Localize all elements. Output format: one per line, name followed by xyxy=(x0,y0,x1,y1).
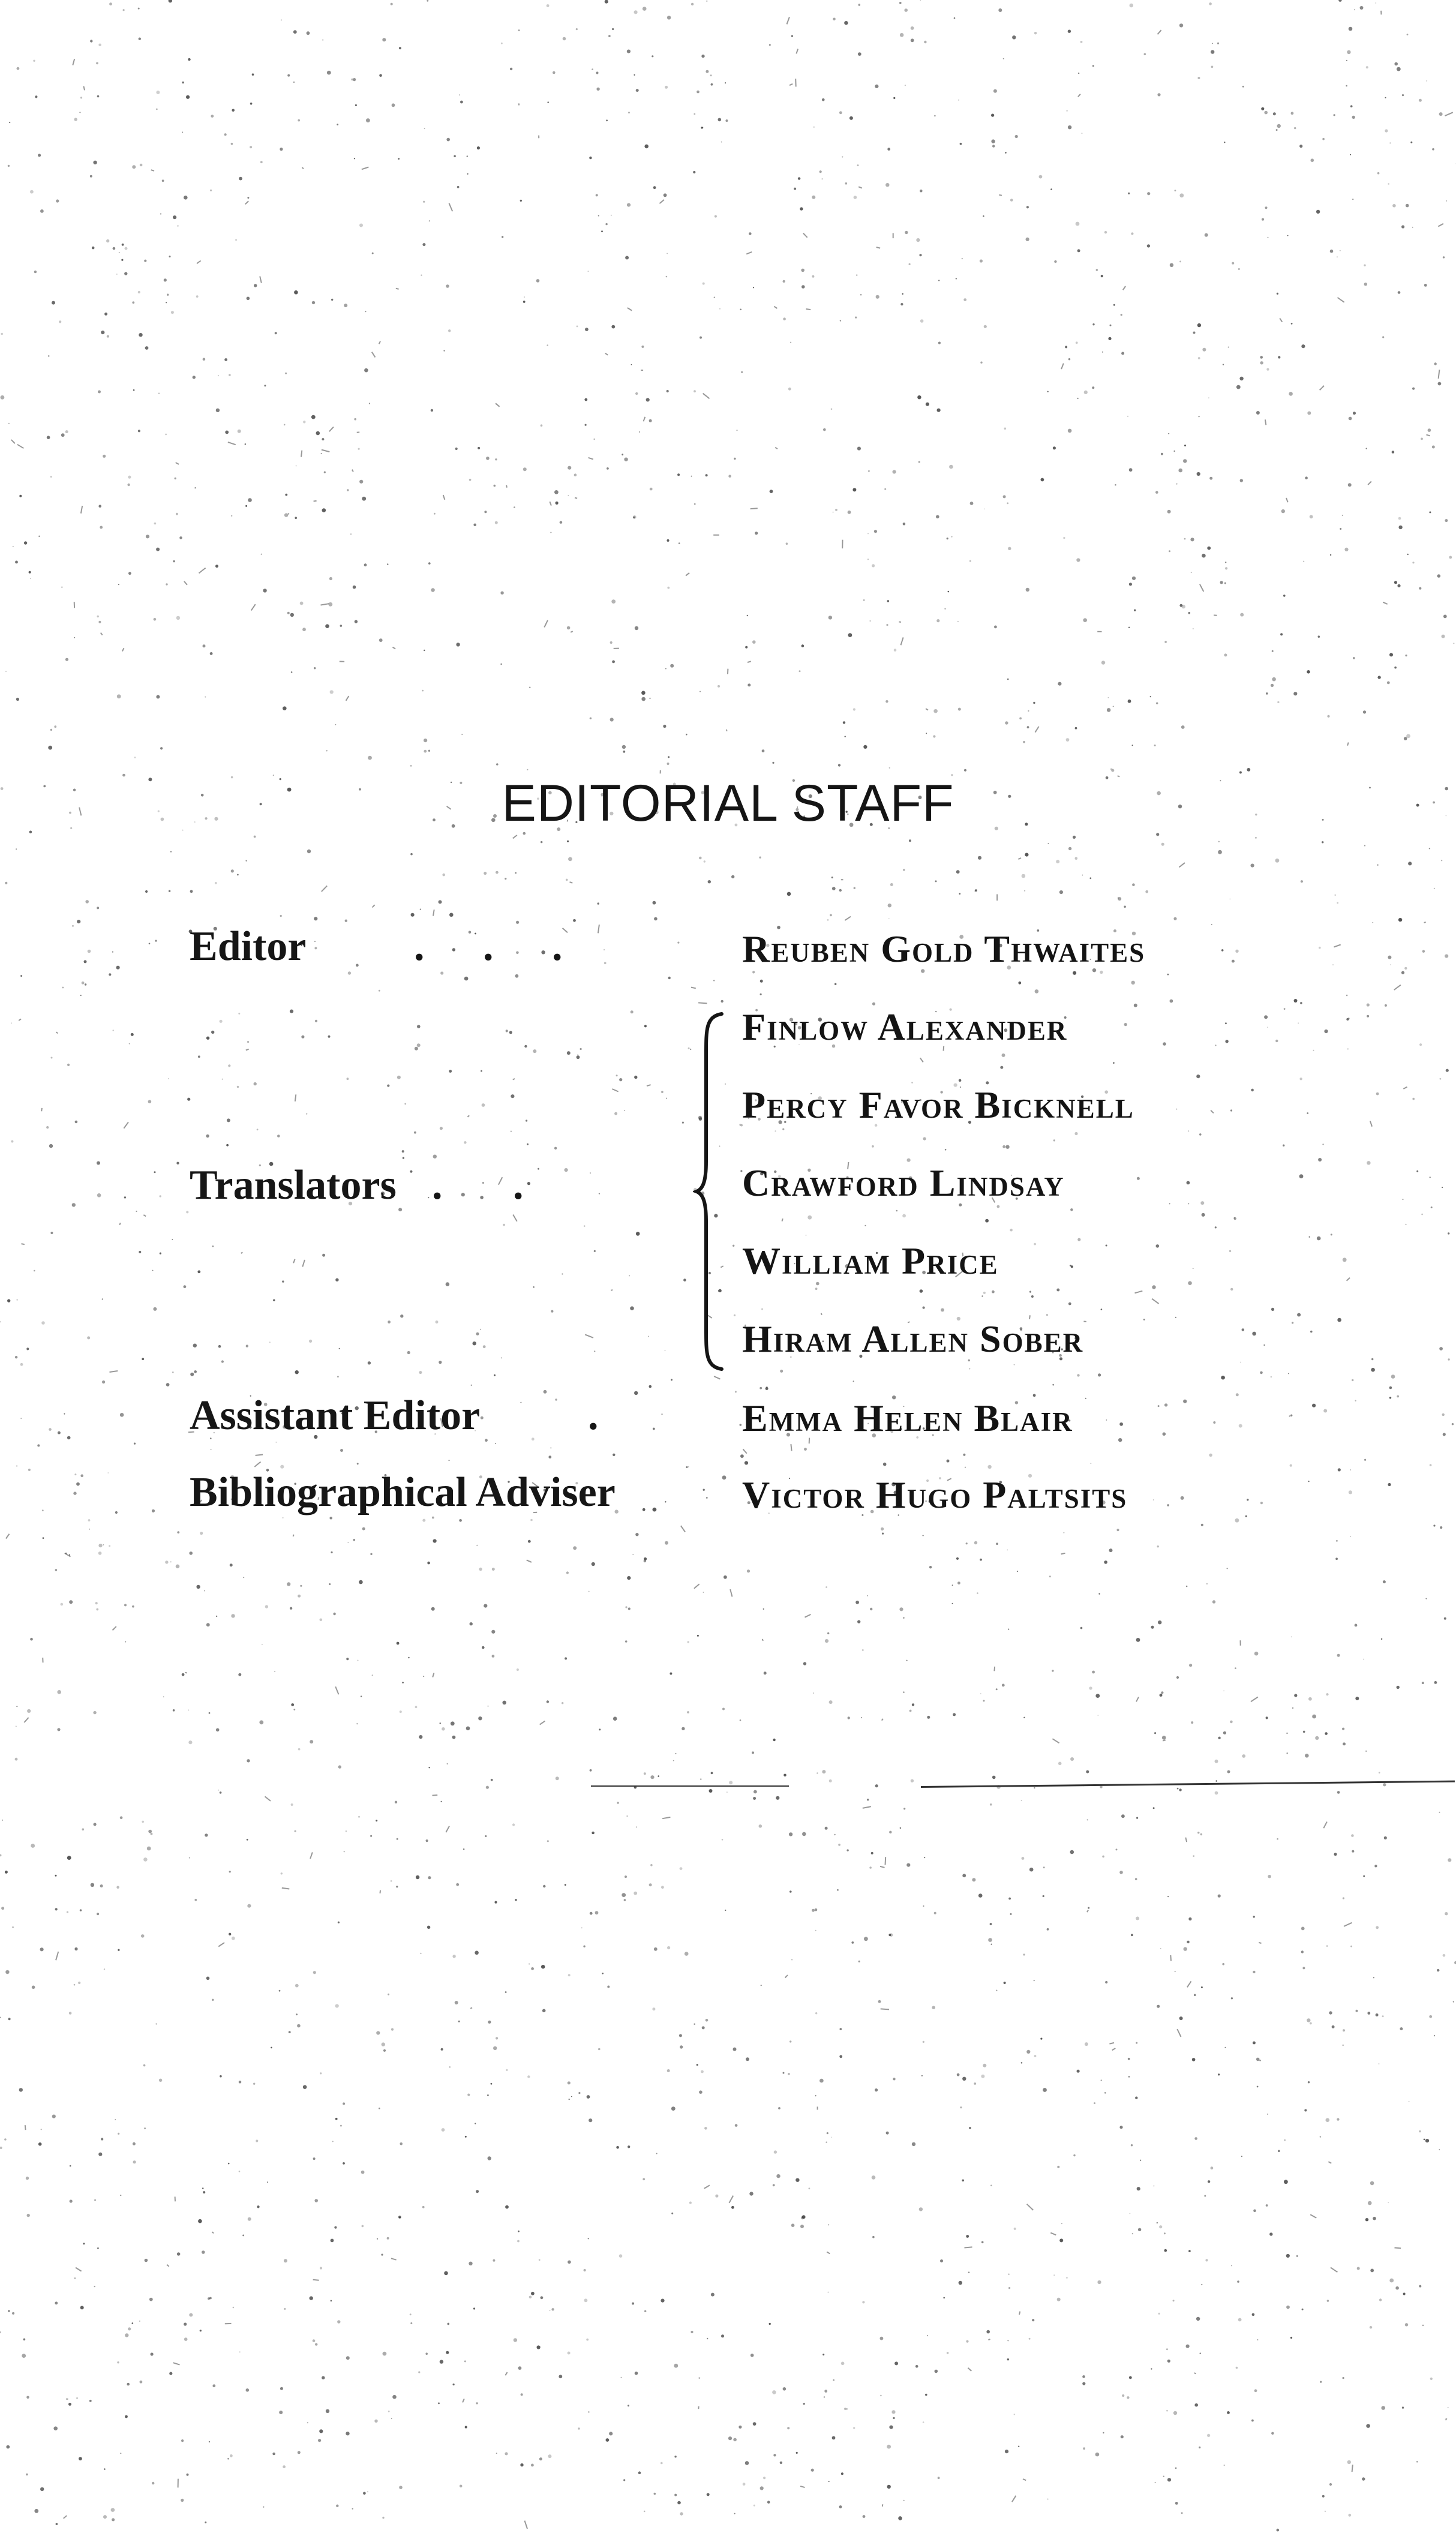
translator-name: Crawford Lindsay xyxy=(742,1162,1065,1204)
bibliographical-adviser-role-label: Bibliographical Adviser xyxy=(190,1469,616,1515)
bibliographical-adviser-name: Victor Hugo Paltsits xyxy=(742,1473,1128,1516)
translators-leader-dots: . . xyxy=(432,1162,554,1208)
editor-role-label: Editor xyxy=(190,923,307,970)
scan-rule-mark xyxy=(591,1785,789,1787)
assistant-editor-leader-dots: . xyxy=(588,1392,599,1439)
assistant-editor-name: Emma Helen Blair xyxy=(742,1397,1073,1439)
translator-name: Hiram Allen Sober xyxy=(742,1317,1084,1360)
editor-name: Reuben Gold Thwaites xyxy=(742,928,1146,970)
translators-role-label: Translators xyxy=(190,1162,397,1208)
page-title: EDITORIAL STAFF xyxy=(502,775,954,832)
assistant-editor-role-label: Assistant Editor xyxy=(190,1392,481,1439)
translator-name: Finlow Alexander xyxy=(742,1006,1068,1048)
curly-brace-icon xyxy=(693,1012,729,1371)
editor-leader-dots: . . . xyxy=(414,923,587,970)
translator-name: Percy Favor Bicknell xyxy=(742,1084,1134,1126)
translator-name: William Price xyxy=(742,1240,999,1282)
